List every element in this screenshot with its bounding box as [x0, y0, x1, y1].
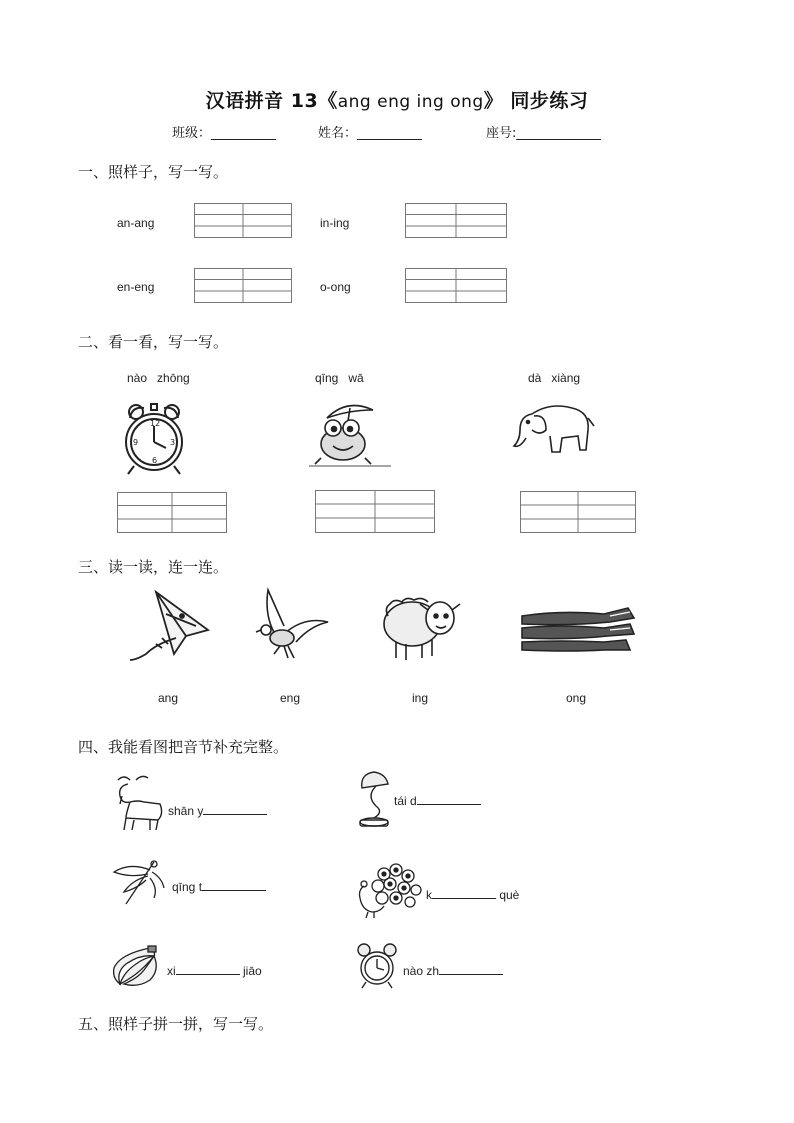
- goat-image: [110, 774, 166, 834]
- frog-image: [305, 400, 395, 470]
- s4-dragonfly-blank[interactable]: [202, 878, 266, 891]
- s2-writing-grid-2[interactable]: [315, 490, 435, 533]
- dragonfly-image: [110, 858, 166, 908]
- s4-banana-blank[interactable]: [176, 962, 240, 975]
- kite-image: [126, 588, 212, 664]
- section-1-heading: 一、照样子，写一写。: [78, 163, 229, 181]
- svg-text:9: 9: [133, 438, 139, 447]
- s4-lamp-before: tái d: [394, 794, 417, 808]
- sheep-image: [376, 590, 466, 662]
- section-3-heading: 三、读一读，连一连。: [78, 558, 229, 576]
- s1-writing-grid-2[interactable]: [405, 203, 507, 238]
- banana-image: [110, 944, 162, 988]
- s2-pinyin-2: qīng wā: [315, 371, 364, 385]
- class-label: 班级：: [172, 126, 212, 141]
- s1-label-in-ing: in-ing: [320, 216, 350, 230]
- class-field: [172, 122, 276, 141]
- title-prefix: 汉语拼音 13《: [205, 90, 338, 112]
- s4-item-clock: [403, 962, 503, 978]
- scallion-image: [520, 606, 636, 652]
- page-title: [0, 86, 794, 113]
- s3-label-ong: ong: [566, 691, 587, 705]
- s4-peacock-after: què: [496, 888, 520, 902]
- s4-goat-blank[interactable]: [203, 802, 267, 815]
- elephant-image: [510, 400, 596, 460]
- s4-item-peacock: [426, 886, 519, 902]
- s1-writing-grid-1[interactable]: [194, 203, 292, 238]
- s2-writing-grid-3[interactable]: [520, 491, 636, 533]
- s1-label-an-ang: an-ang: [117, 216, 155, 230]
- s4-item-banana: [167, 962, 262, 978]
- section-2-heading: 二、看一看，写一写。: [78, 333, 229, 351]
- s1-label-en-eng: en-eng: [117, 280, 155, 294]
- name-blank[interactable]: __________: [357, 126, 423, 141]
- svg-text:6: 6: [152, 456, 158, 465]
- svg-text:12: 12: [150, 419, 161, 428]
- alarm-clock-image: [118, 402, 190, 476]
- s4-dragonfly-before: qīng t: [172, 880, 203, 894]
- lamp-image: [354, 770, 394, 828]
- peacock-image: [354, 862, 422, 920]
- s4-clock-before: nào zh: [403, 964, 440, 978]
- s1-writing-grid-3[interactable]: [194, 268, 292, 303]
- s4-clock-blank[interactable]: [439, 962, 503, 975]
- s2-writing-grid-1[interactable]: [117, 492, 227, 533]
- s4-banana-before: xi: [167, 964, 176, 978]
- seat-blank[interactable]: _____________: [516, 126, 601, 141]
- s3-label-ang: ang: [158, 691, 179, 705]
- s3-label-eng: eng: [280, 691, 301, 705]
- s4-item-dragonfly: [172, 878, 266, 894]
- s3-label-ing: ing: [412, 691, 429, 705]
- s4-goat-before: shān y: [168, 804, 204, 818]
- name-field: [318, 122, 422, 141]
- eagle-image: [248, 586, 330, 662]
- class-blank[interactable]: __________: [211, 126, 277, 141]
- clock-image: [356, 942, 398, 990]
- s4-lamp-blank[interactable]: [417, 792, 481, 805]
- svg-text:3: 3: [170, 438, 176, 447]
- seat-label: 座号:: [486, 126, 517, 141]
- s4-banana-after: jiāo: [239, 964, 262, 978]
- section-5-heading: 五、照样子拼一拼，写一写。: [78, 1015, 274, 1033]
- s4-item-lamp: [394, 792, 481, 808]
- s4-item-goat: [168, 802, 267, 818]
- s4-peacock-blank[interactable]: [432, 886, 496, 899]
- title-suffix: 》 同步练习: [483, 90, 589, 112]
- section-4-heading: 四、我能看图把音节补充完整。: [78, 738, 289, 756]
- s1-label-o-ong: o-ong: [320, 280, 351, 294]
- seat-field: [486, 122, 601, 141]
- s2-pinyin-1: nào zhōng: [127, 371, 190, 385]
- name-label: 姓名：: [318, 126, 358, 141]
- s4-peacock-before: k: [426, 888, 432, 902]
- s1-writing-grid-4[interactable]: [405, 268, 507, 303]
- s2-pinyin-3: dà xiàng: [528, 371, 581, 385]
- title-pinyin: ang eng ing ong: [337, 92, 484, 112]
